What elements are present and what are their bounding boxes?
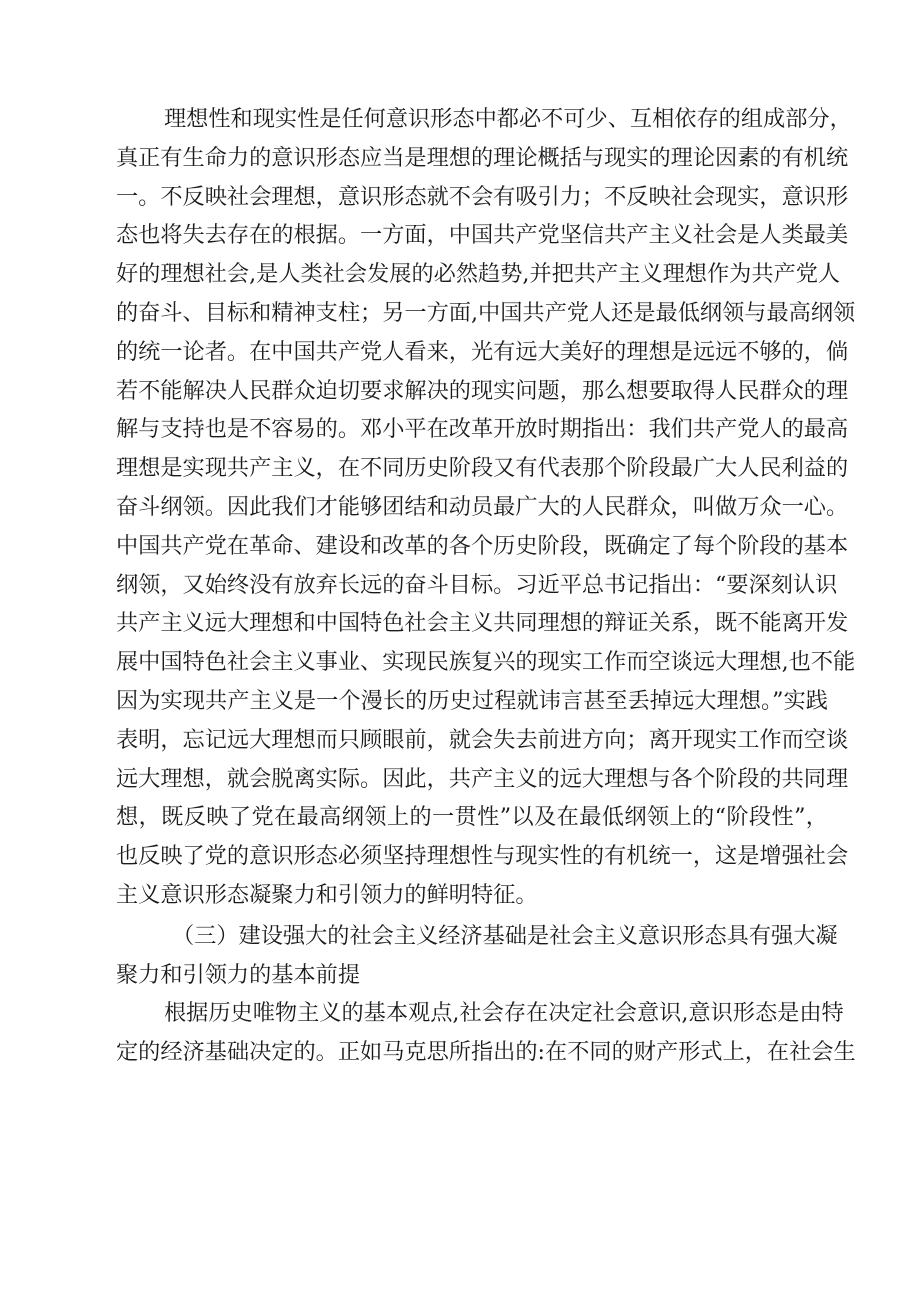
section-heading-3: [116, 917, 838, 995]
text-line: 主义意识形态凝聚力和引领力的鲜明特征。: [116, 881, 538, 908]
text-line: 也反映了党的意识形态必须坚持理想性与现实性的有机统一，这是增强社会: [116, 843, 849, 870]
text-line: 共产主义远大理想和中国特色社会主义共同理想的辩证关系，既不能离开发: [116, 610, 849, 637]
text-line: 理想性和现实性是任何意识形态中都必不可少、互相依存的组成部分，: [164, 106, 852, 132]
paragraph-economic-base: [116, 994, 856, 1072]
text-line: 远大理想，就会脱离实际。因此，共产主义的远大理想与各个阶段的共同理: [116, 765, 849, 792]
text-line: 表明，忘记远大理想而只顾眼前，就会失去前进方向；离开现实工作而空谈: [116, 726, 849, 753]
text-line: 定的经济基础决定的。正如马克思所指出的:在不同的财产形式上，在社会生: [116, 1039, 856, 1066]
text-line: 理想是实现共产主义，在不同历史阶段又有代表那个阶段最广大人民利益的: [116, 455, 849, 482]
heading-line: （三）建设强大的社会主义经济基础是社会主义意识形态具有强大凝: [172, 922, 838, 949]
text-line: 纲领，又始终没有放弃长远的奋斗目标。习近平总书记指出：“要深刻认识: [116, 571, 838, 598]
text-line: 想，既反映了党在最高纲领上的一贯性”以及在最低纲领上的“阶段性”，: [116, 804, 828, 831]
text-line: 真正有生命力的意识形态应当是理想的理论概括与现实的理论因素的有机统: [116, 144, 849, 171]
text-line: 若不能解决人民群众迫切要求解决的现实问题，那么想要取得人民群众的理: [116, 377, 849, 404]
text-line: 的统一论者。在中国共产党人看来，光有远大美好的理想是远远不够的，倘: [116, 338, 849, 365]
text-line: 的奋斗、目标和精神支柱；另一方面,中国共产党人还是最低纲领与最高纲领: [116, 299, 856, 326]
document-page: [116, 100, 856, 1072]
text-line: 解与支持也是不容易的。邓小平在改革开放时期指出：我们共产党人的最高: [116, 416, 849, 443]
text-line: 因为实现共产主义是一个漫长的历史过程就讳言甚至丢掉远大理想。”实践: [116, 687, 828, 714]
text-line: 根据历史唯物主义的基本观点,社会存在决定社会意识,意识形态是由特: [164, 1000, 844, 1027]
text-line: 一。不反映社会理想，意识形态就不会有吸引力；不反映社会现实，意识形: [116, 183, 849, 210]
heading-line: 聚力和引领力的基本前提: [116, 961, 361, 988]
text-line: 奋斗纲领。因此我们才能够团结和动员最广大的人民群众，叫做万众一心。: [116, 493, 849, 520]
paragraph-ideal-and-reality: [116, 100, 856, 915]
text-line: 好的理想社会,是人类社会发展的必然趋势,并把共产主义理想作为共产党人: [116, 261, 841, 288]
text-line: 中国共产党在革命、建设和改革的各个历史阶段，既确定了每个阶段的基本: [116, 532, 849, 559]
text-line: 展中国特色社会主义事业、实现民族复兴的现实工作而空谈远大理想,也不能: [116, 649, 856, 676]
text-line: 态也将失去存在的根据。一方面，中国共产党坚信共产主义社会是人类最美: [116, 222, 849, 249]
